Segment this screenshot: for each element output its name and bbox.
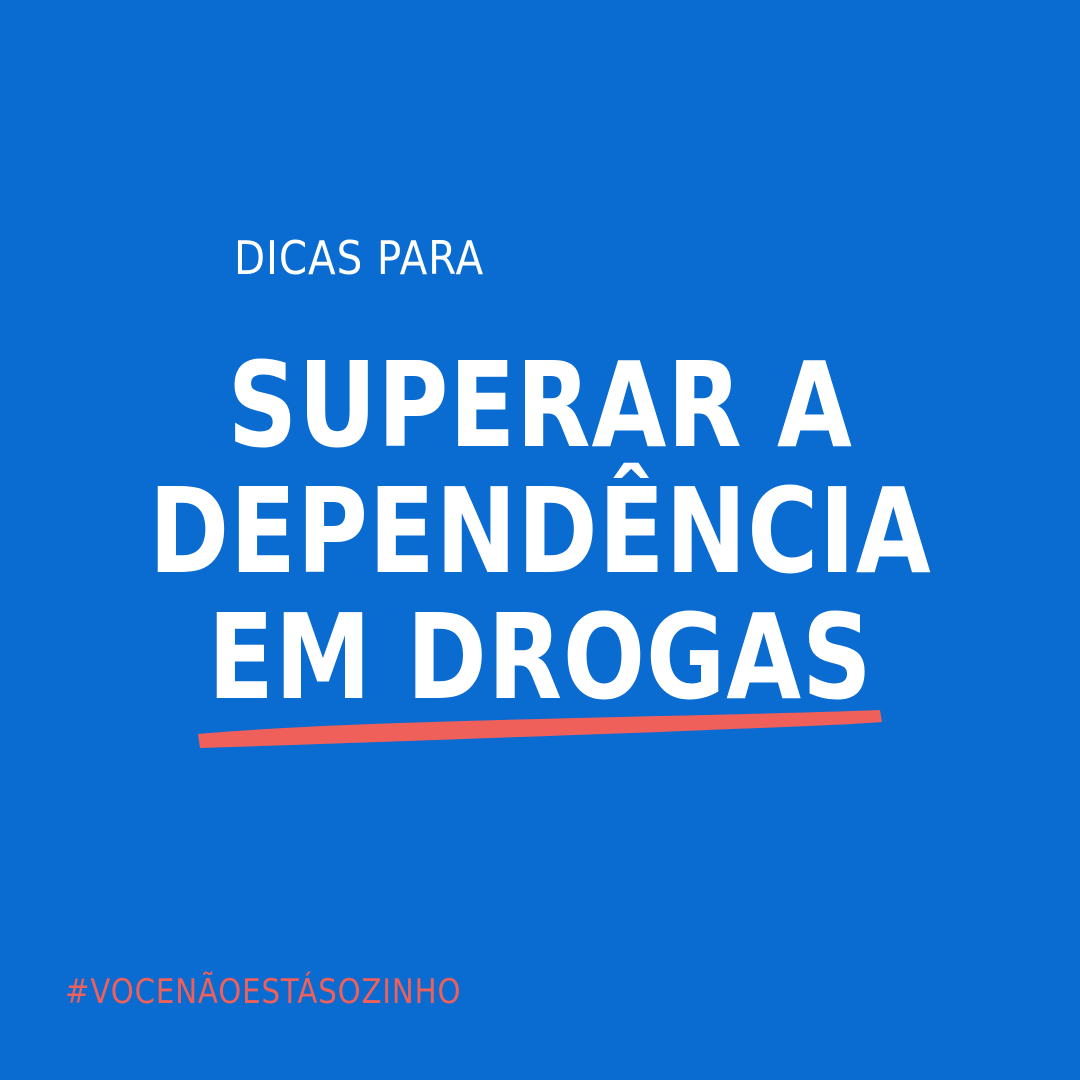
headline-line-3: [0, 588, 1080, 726]
headline-line-3-text: EM DROGAS: [207, 588, 873, 726]
headline-line-1-text: SUPERAR A: [227, 336, 853, 474]
hashtag-text: #VOCENÃOESTÁSOZINHO: [65, 972, 462, 1012]
headline-line-1: [0, 336, 1080, 474]
headline-line-2-text: DEPENDÊNCIA: [148, 462, 932, 600]
headline-line-2: [0, 462, 1080, 600]
kicker-text: DICAS PARA: [234, 231, 485, 285]
